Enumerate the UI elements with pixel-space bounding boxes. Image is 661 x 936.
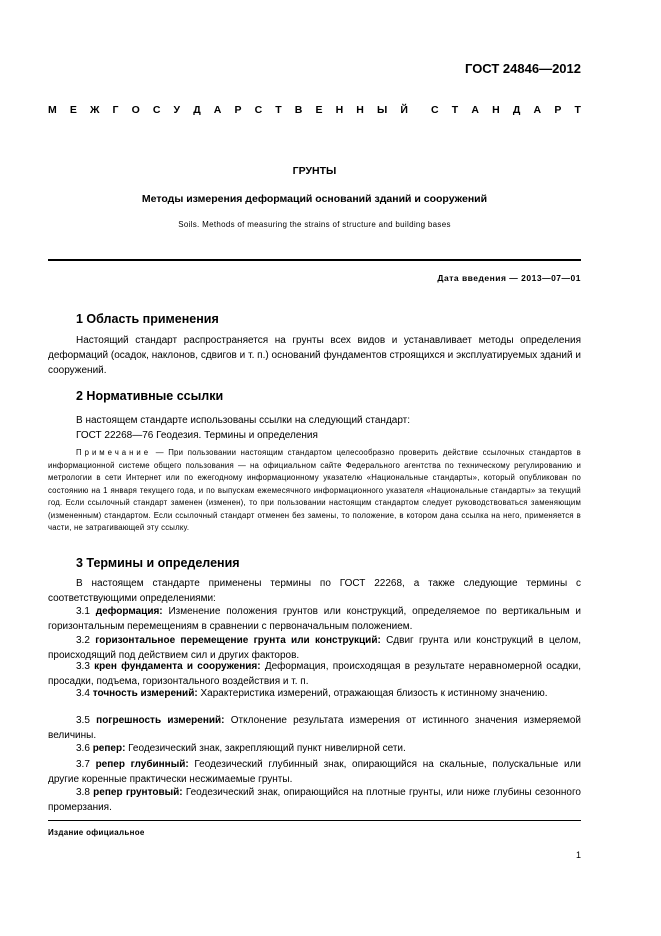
term-definition: [48, 786, 581, 815]
banner-letter: Р: [234, 104, 242, 116]
note-text: — При пользовании настоящим стандартом целесообразно проверить действие ссылочных стандартов в информационной системе общего пользования — на официальном сайте Федерального агентства по техническому регулированию и метрологии в сети Интернет или по ежегодному информационному указателю «Национальные стандарты», который опубликован по состоянию на 1 января текущего года, и по выпускам ежемесячного информационного указателя «Национальные стандарты» за текущий год. Если ссылочный стандарт заменен (изменен), то при пользовании настоящим стандартом следует руководствоваться заменяющим (измененным) стандартом. Если ссылочный стандарт отменен без замены, то положение, в котором дана ссылка на него, применяется в части, не затрагивающей эту ссылку.: [48, 448, 581, 532]
section-heading: 2 Нормативные ссылки: [76, 389, 224, 403]
section-heading: 1 Область применения: [76, 312, 219, 326]
footer-divider: [48, 820, 581, 821]
term-name: точность измерений:: [92, 688, 198, 699]
term-number: 3.3: [76, 661, 95, 672]
term-text: Изменение положения грунтов или конструкций, определяемое по вертикальным и горизонтальным перемещениям в сравнении с первоначальным положением.: [48, 606, 581, 632]
term-number: 3.8: [76, 787, 94, 798]
english-title: Soils. Methods of measuring the strains of structure and building bases: [178, 220, 451, 229]
term-number: 3.2: [76, 635, 96, 646]
term-name: репер грунтовый:: [93, 787, 183, 798]
banner-letter: А: [213, 104, 222, 116]
term-number: 3.5: [76, 715, 97, 726]
banner-letter: Е: [315, 104, 323, 116]
term-name: крен фундамента и сооружения:: [94, 661, 261, 672]
banner-letter: Н: [492, 104, 500, 116]
page-number: 1: [575, 850, 581, 860]
banner-letter: Т: [451, 104, 459, 116]
banner-letter: С: [254, 104, 263, 116]
interstate-word: [48, 104, 408, 116]
banner-letter: Е: [69, 104, 77, 116]
title-divider: [48, 259, 581, 261]
banner-letter: У: [173, 104, 181, 116]
interstate-standard-banner: [48, 104, 581, 116]
reference-item: ГОСТ 22268—76 Геодезия. Термины и определения: [76, 430, 318, 441]
banner-letter: Н: [335, 104, 344, 116]
term-text: Отклонение результата измерения от истинного значения измеряемой величины.: [48, 715, 581, 741]
standard-word: [431, 104, 581, 116]
section-heading: 3 Термины и определения: [76, 556, 240, 570]
edition-label: Издание официальное: [48, 828, 145, 837]
banner-letter: А: [533, 104, 542, 116]
banner-letter: С: [152, 104, 161, 116]
term-number: 3.7: [76, 759, 96, 770]
banner-letter: Т: [275, 104, 282, 116]
note: [48, 447, 581, 535]
term-name: горизонтальное перемещение грунта или конструкций:: [95, 635, 381, 646]
term-name: деформация:: [95, 606, 163, 617]
section-text: В настоящем стандарте применены термины по ГОСТ 22268, а также следующие термины с соответствующими определениями:: [48, 578, 581, 604]
banner-letter: Д: [193, 104, 201, 116]
banner-letter: С: [431, 104, 439, 116]
term-text: Характеристика измерений, отражающая близость к истинному значению.: [197, 688, 548, 699]
banner-letter: Ж: [89, 104, 100, 116]
banner-letter: Й: [400, 104, 408, 116]
term-name: погрешность измерений:: [96, 715, 225, 726]
banner-letter: Р: [554, 104, 562, 116]
term-number: 3.6: [76, 743, 93, 754]
banner-letter: Г: [112, 104, 119, 116]
banner-letter: Д: [512, 104, 521, 116]
term-number: 3.4: [76, 688, 93, 699]
banner-letter: Ы: [376, 104, 388, 116]
reference-intro: В настоящем стандарте использованы ссылки на следующий стандарт:: [76, 415, 411, 426]
section-text: Настоящий стандарт распространяется на грунты всех видов и устанавливает методы определения деформаций (осадок, наклонов, сдвигов и т. п.) оснований фундаментов строящихся и эксплуатируемых зданий и сооружений.: [48, 335, 581, 376]
term-text: Деформация, происходящая в результате неравномерной осадки, просадки, подъема, горизонтального воздействия и т. п.: [48, 661, 581, 687]
intro-date: Дата введения — 2013—07—01: [437, 273, 581, 283]
banner-letter: А: [471, 104, 479, 116]
term-text: Сдвиг грунта или конструкций в целом, происходящий под действием сил и других факторов.: [48, 635, 581, 661]
term-name: репер:: [92, 743, 126, 754]
term-definition: [48, 758, 581, 787]
term-text: Геодезический знак, закрепляющий пункт нивелирной сети.: [125, 743, 406, 754]
term-definition: [48, 714, 581, 743]
banner-letter: О: [131, 104, 140, 116]
term-number: 3.1: [76, 606, 96, 617]
document-subtitle: Методы измерения деформаций оснований зданий и сооружений: [141, 193, 488, 205]
gost-code: ГОСТ 24846—2012: [465, 61, 581, 76]
term-name: репер глубинный:: [95, 759, 189, 770]
term-definition: [48, 660, 581, 689]
term-definition: [48, 687, 581, 702]
banner-letter: М: [48, 104, 57, 116]
note-label: Примечание: [76, 448, 152, 457]
banner-letter: Н: [356, 104, 364, 116]
term-definition: [48, 742, 581, 757]
term-definition: [48, 605, 581, 634]
term-text: Геодезический глубинный знак, опирающийся на скальные, полускальные или другие коренные практически несжимаемые грунты.: [48, 759, 582, 785]
document-title: ГРУНТЫ: [292, 165, 337, 177]
term-definition: [48, 634, 581, 663]
term-text: Геодезический знак, опирающийся на плотные грунты, или ниже глубины сезонного промерзания.: [48, 787, 581, 813]
banner-letter: Т: [574, 104, 581, 116]
banner-letter: В: [294, 104, 303, 116]
